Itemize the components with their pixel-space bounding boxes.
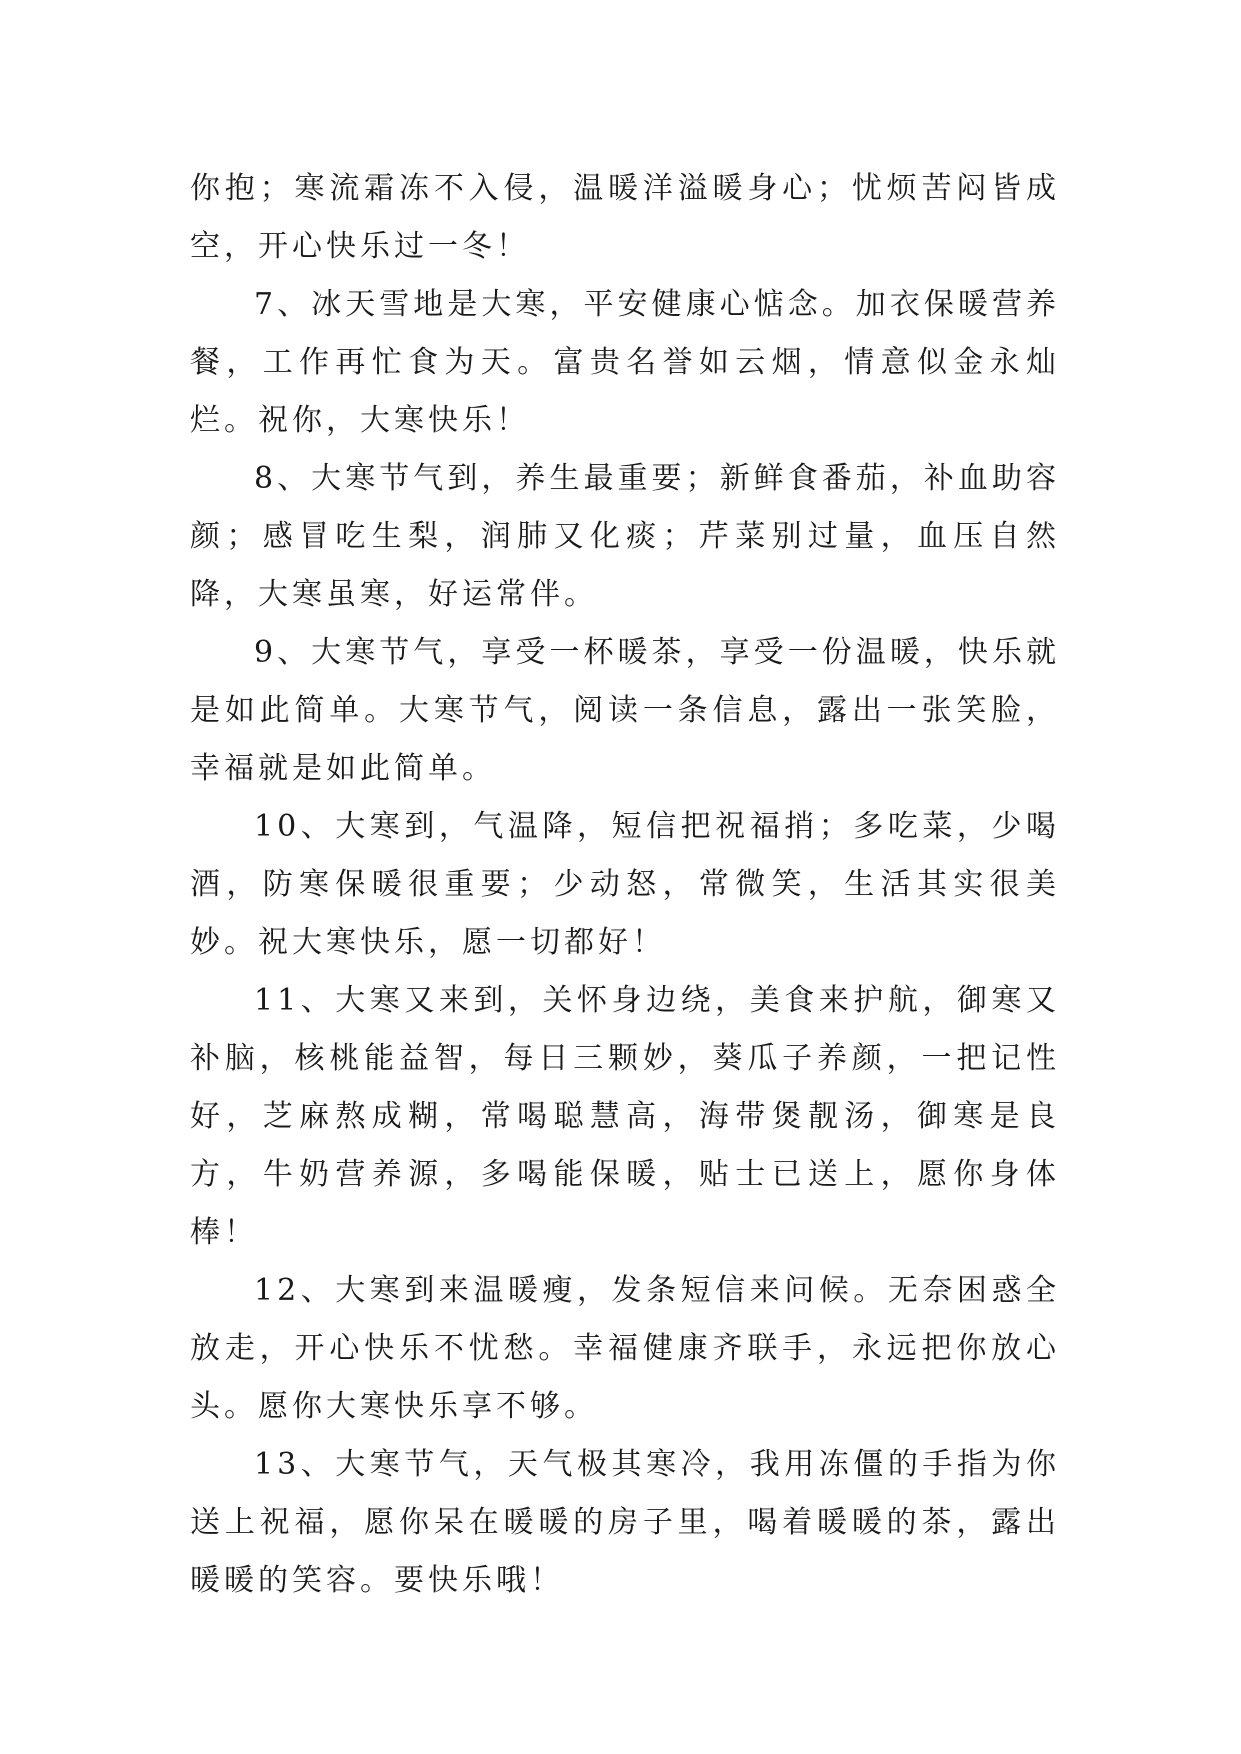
paragraph-continued: 你抱；寒流霜冻不入侵，温暖洋溢暖身心；忧烦苦闷皆成空，开心快乐过一冬！ [190,171,1060,264]
paragraph-13: 13、大寒节气，天气极其寒冷，我用冻僵的手指为你送上祝福，愿你呆在暖暖的房子里，喝着暖暖的茶，露出暖暖的笑容。要快乐哦！ [190,1447,1060,1598]
document-page [190,160,1060,1610]
paragraph-8: 8、大寒节气到，养生最重要；新鲜食番茄，补血助容颜；感冒吃生梨，润肺又化痰；芹菜别过量，血压自然降，大寒虽寒，好运常伴。 [190,461,1060,612]
paragraph-11: 11、大寒又来到，关怀身边绕，美食来护航，御寒又补脑，核桃能益智，每日三颗妙，葵瓜子养颜，一把记性好，芝麻熬成糊，常喝聪慧高，海带煲靓汤，御寒是良方，牛奶营养源，多喝能保暖，贴士已送上，愿你身体棒！ [190,983,1060,1250]
paragraph-10: 10、大寒到，气温降，短信把祝福捎；多吃菜，少喝酒，防寒保暖很重要；少动怒，常微笑，生活其实很美妙。祝大寒快乐，愿一切都好！ [190,809,1060,960]
paragraph-12: 12、大寒到来温暖瘦，发条短信来问候。无奈困惑全放走，开心快乐不忧愁。幸福健康齐联手，永远把你放心头。愿你大寒快乐享不够。 [190,1273,1060,1424]
paragraph-9: 9、大寒节气，享受一杯暖茶，享受一份温暖，快乐就是如此简单。大寒节气，阅读一条信息，露出一张笑脸，幸福就是如此简单。 [190,635,1060,786]
paragraph-7: 7、冰天雪地是大寒，平安健康心惦念。加衣保暖营养餐，工作再忙食为天。富贵名誉如云烟，情意似金永灿烂。祝你，大寒快乐！ [190,287,1060,438]
